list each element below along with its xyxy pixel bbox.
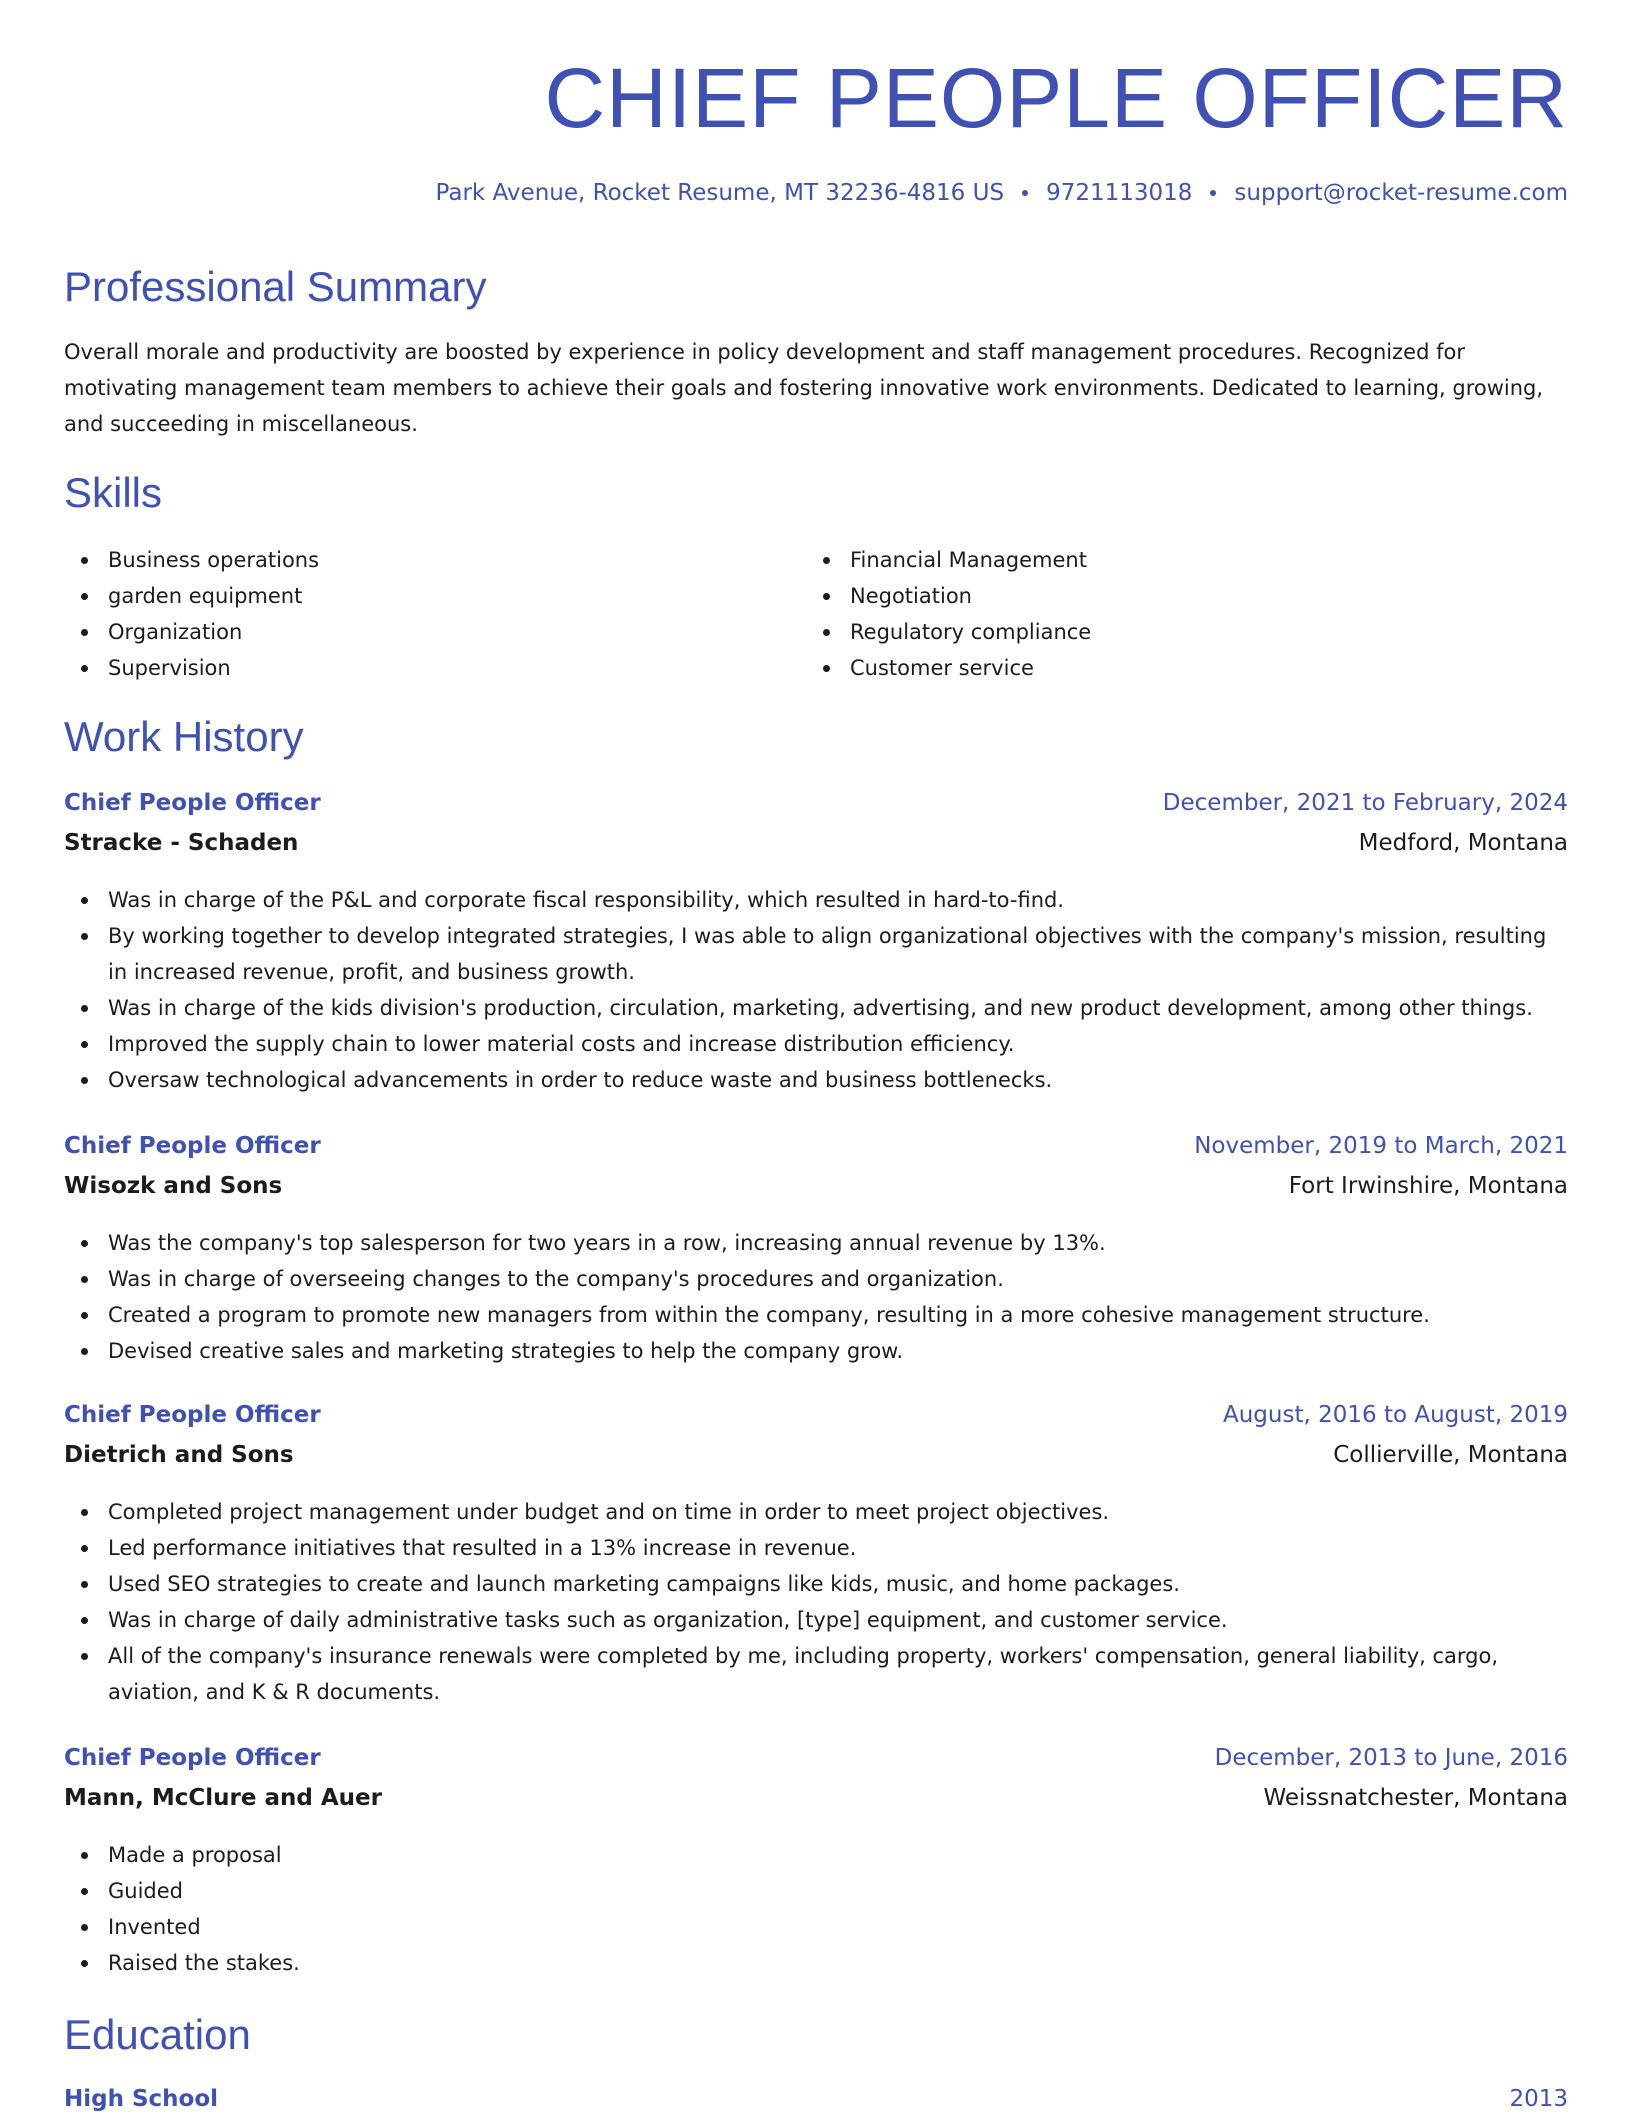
job-bullet: Invented [64, 1909, 1564, 1945]
summary-heading: Professional Summary [64, 263, 487, 310]
job-bullet: Completed project management under budget and on time in order to meet project objectives. [64, 1494, 1564, 1530]
education-degree: High School [64, 2086, 219, 2112]
job-bullet: Led performance initiatives that resulted in a 13% increase in revenue. [64, 1530, 1564, 1566]
job-title-row [64, 1402, 1568, 1442]
job-entry [64, 1402, 1568, 1710]
job-company-row [64, 830, 1568, 870]
job-title: Chief People Officer [64, 1402, 321, 1428]
job-bullet-list [64, 1837, 1564, 1981]
job-title: Chief People Officer [64, 1745, 321, 1771]
job-bullet: Used SEO strategies to create and launch marketing campaigns like kids, music, and home packages. [64, 1566, 1564, 1602]
job-company: Wisozk and Sons [64, 1173, 283, 1199]
skill-item: Organization [64, 614, 764, 650]
job-bullet: Devised creative sales and marketing strategies to help the company grow. [64, 1333, 1564, 1369]
summary-text: Overall morale and productivity are boosted by experience in policy development and staff management procedures. Recognized for motivating management team members to achieve their goals and fostering innovative work environments. Dedicated to learning, growing, and succeeding in miscellaneous. [64, 340, 1544, 436]
job-title: Chief People Officer [64, 790, 321, 816]
job-bullet: Was in charge of daily administrative tasks such as organization, [type] equipment, and customer service. [64, 1602, 1564, 1638]
contact-separator-dot [1022, 190, 1028, 196]
skills-list-right [806, 542, 1506, 686]
education-heading: Education [64, 2011, 251, 2058]
contact-address: Park Avenue, Rocket Resume, MT 32236-4816 US [435, 180, 1005, 206]
job-company: Stracke - Schaden [64, 830, 299, 856]
job-dates: December, 2021 to February, 2024 [1162, 790, 1568, 816]
job-bullet: Was in charge of overseeing changes to the company's procedures and organization. [64, 1261, 1564, 1297]
job-bullet: Created a program to promote new managers from within the company, resulting in a more cohesive management structure. [64, 1297, 1564, 1333]
job-dates: December, 2013 to June, 2016 [1214, 1745, 1568, 1771]
education-entry [64, 2086, 1568, 2126]
job-bullet: Raised the stakes. [64, 1945, 1564, 1981]
job-bullet: Improved the supply chain to lower material costs and increase distribution efficiency. [64, 1026, 1564, 1062]
job-title: Chief People Officer [64, 1133, 321, 1159]
job-bullet: Was in charge of the kids division's production, circulation, marketing, advertising, and new product development, among other things. [64, 990, 1564, 1026]
job-bullet: Was the company's top salesperson for two years in a row, increasing annual revenue by 13%. [64, 1225, 1564, 1261]
contact-email: support@rocket-resume.com [1234, 180, 1568, 206]
skill-item: Business operations [64, 542, 764, 578]
skill-item: Negotiation [806, 578, 1506, 614]
education-year: 2013 [1509, 2086, 1568, 2112]
contact-phone: 9721113018 [1046, 180, 1193, 206]
job-location: Medford, Montana [1358, 830, 1568, 856]
job-entry [64, 790, 1568, 1098]
job-company-row [64, 1442, 1568, 1482]
job-bullet-list [64, 1494, 1564, 1710]
job-bullet-list [64, 1225, 1564, 1369]
skill-item: Financial Management [806, 542, 1506, 578]
job-bullet: All of the company's insurance renewals were completed by me, including property, workers' compensation, general liability, cargo, aviation, and K & R documents. [64, 1638, 1564, 1710]
contact-separator-dot [1210, 190, 1216, 196]
job-entry [64, 1745, 1568, 1981]
job-bullet: Oversaw technological advancements in order to reduce waste and business bottlenecks. [64, 1062, 1564, 1098]
job-location: Fort Irwinshire, Montana [1288, 1173, 1568, 1199]
job-location: Collierville, Montana [1333, 1442, 1568, 1468]
skill-item: Regulatory compliance [806, 614, 1506, 650]
job-bullet: Guided [64, 1873, 1564, 1909]
job-bullet: Made a proposal [64, 1837, 1564, 1873]
resume-name: CHIEF PEOPLE OFFICER [544, 51, 1568, 145]
job-company: Mann, McClure and Auer [64, 1785, 382, 1811]
job-location: Weissnatchester, Montana [1263, 1785, 1568, 1811]
job-bullet-list [64, 882, 1564, 1098]
job-bullet: Was in charge of the P&L and corporate fiscal responsibility, which resulted in hard-to-find. [64, 882, 1564, 918]
contact-line [436, 180, 1568, 206]
job-entry [64, 1133, 1568, 1369]
job-dates: November, 2019 to March, 2021 [1194, 1133, 1568, 1159]
job-title-row [64, 790, 1568, 830]
skill-item: Customer service [806, 650, 1506, 686]
job-dates: August, 2016 to August, 2019 [1223, 1402, 1568, 1428]
job-company: Dietrich and Sons [64, 1442, 294, 1468]
job-company-row [64, 1173, 1568, 1213]
job-company-row [64, 1785, 1568, 1825]
work-history-heading: Work History [64, 713, 304, 760]
skills-heading: Skills [64, 469, 163, 516]
skill-item: garden equipment [64, 578, 764, 614]
skills-list-left [64, 542, 764, 686]
education-row [64, 2086, 1568, 2126]
job-bullet: By working together to develop integrated strategies, I was able to align organizational objectives with the company's mission, resulting in increased revenue, profit, and business growth. [64, 918, 1564, 990]
job-title-row [64, 1745, 1568, 1785]
skill-item: Supervision [64, 650, 764, 686]
job-title-row [64, 1133, 1568, 1173]
